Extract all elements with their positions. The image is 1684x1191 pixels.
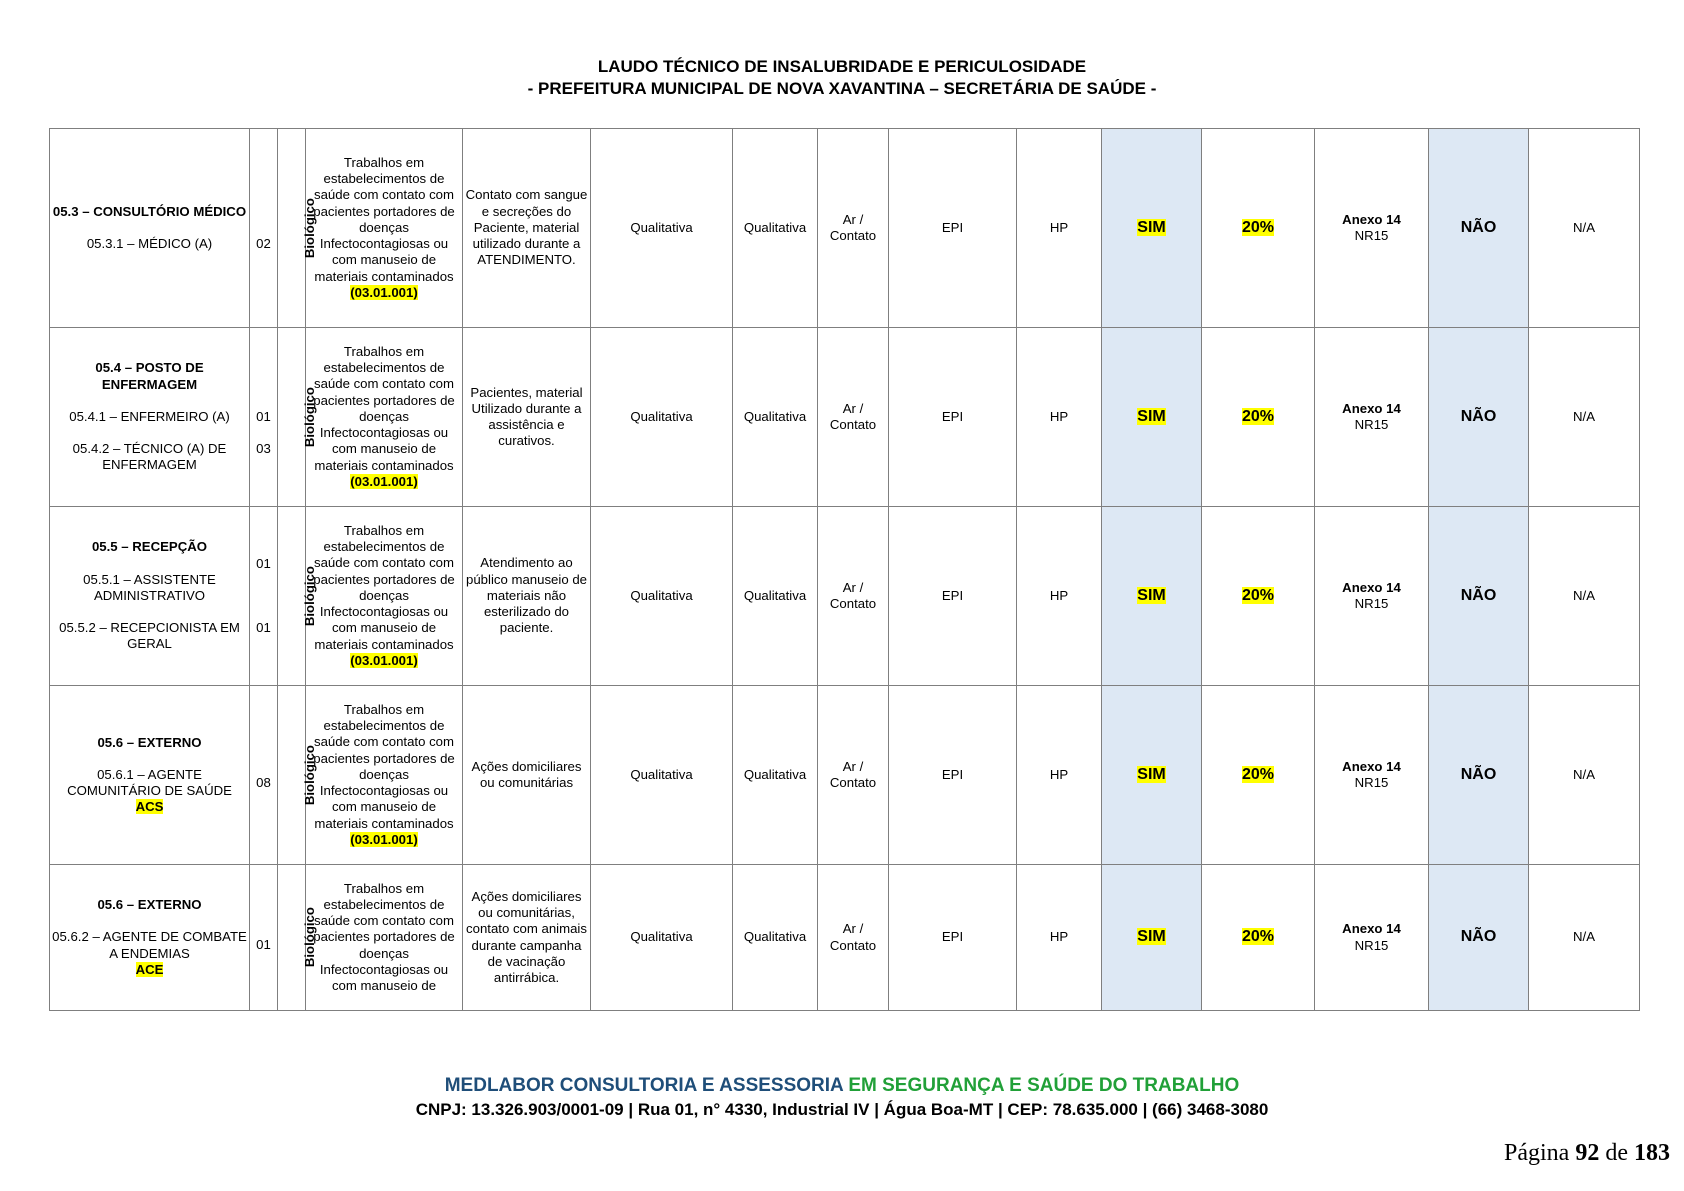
company-name-part2: EM SEGURANÇA E SAÚDE DO TRABALHO <box>848 1075 1240 1096</box>
degree-cell <box>1202 328 1315 507</box>
quantity-cell <box>250 865 278 1011</box>
epi-cell: EPI <box>889 686 1017 865</box>
quantity-value: 01 <box>256 620 271 635</box>
table-row <box>50 686 1640 865</box>
measurement-cell: Qualitativa <box>733 686 818 865</box>
route-cell: Ar / Contato <box>818 328 889 507</box>
page-separator: de <box>1605 1140 1628 1166</box>
assessment-cell: Qualitativa <box>591 328 733 507</box>
setor-title: 05.3 – CONSULTÓRIO MÉDICO <box>52 203 247 219</box>
norm-label: NR15 <box>1354 775 1389 790</box>
measurement-cell: Qualitativa <box>733 507 818 686</box>
measurement-cell: Qualitativa <box>733 328 818 507</box>
agent-cell <box>306 129 463 328</box>
measurement-cell: Qualitativa <box>733 129 818 328</box>
regulation-cell <box>1315 328 1429 507</box>
insalubrity-value: SIM <box>1137 928 1166 946</box>
route-cell: Ar / Contato <box>818 129 889 328</box>
page-label: Página <box>1504 1140 1570 1166</box>
risk-type-cell <box>278 129 317 328</box>
quantity-value: 03 <box>256 441 271 456</box>
quantity-value: 08 <box>256 774 271 790</box>
setor-title: 05.5 – RECEPÇÃO <box>91 539 208 555</box>
periculosity-value: NÃO <box>1460 407 1497 425</box>
setor-cell <box>50 686 250 865</box>
quantity-value: 01 <box>256 408 271 424</box>
cargo-label: 05.5.2 – RECEPCIONISTA EM GERAL <box>59 620 240 652</box>
insalubrity-value: SIM <box>1137 765 1166 783</box>
periculosity-cell <box>1429 129 1529 328</box>
table-row <box>50 865 1640 1011</box>
risk-type-cell <box>278 865 317 1011</box>
table-row <box>50 129 1640 328</box>
cargo-tag-badge: ACE <box>135 961 164 977</box>
company-name <box>0 1075 1684 1097</box>
degree-value: 20% <box>1241 586 1275 604</box>
degree-cell <box>1202 507 1315 686</box>
hp-cell: HP <box>1017 129 1102 328</box>
agent-text: Trabalhos em estabelecimentos de saúde com contato com pacientes portadores de doenças Infectocontagiosas ou com manuseio de materiais contaminados <box>313 344 455 473</box>
measurement-cell: Qualitativa <box>733 865 818 1011</box>
quantity-cell <box>250 507 278 686</box>
periculosity-cell <box>1429 328 1529 507</box>
assessment-cell: Qualitativa <box>591 865 733 1011</box>
risk-type-cell <box>278 507 317 686</box>
cargo-tag-badge: ACS <box>135 799 164 815</box>
cargo-label: 05.6.2 – AGENTE DE COMBATE A ENDEMIAS <box>52 929 247 961</box>
route-cell: Ar / Contato <box>818 865 889 1011</box>
agent-text: Trabalhos em estabelecimentos de saúde com contato com pacientes portadores de doenças Infectocontagiosas ou com manuseio de materiais contaminados <box>313 702 455 831</box>
setor-title: 05.6 – EXTERNO <box>97 734 202 750</box>
setor-cell <box>50 129 250 328</box>
agent-code-badge: (03.01.001) <box>350 831 418 847</box>
insalubrity-cell <box>1102 507 1202 686</box>
setor-title: 05.6 – EXTERNO <box>97 897 202 913</box>
annex-label: Anexo 14 <box>1342 921 1401 937</box>
degree-value: 20% <box>1241 765 1275 783</box>
epi-cell: EPI <box>889 129 1017 328</box>
agent-cell <box>306 507 463 686</box>
quantity-cell <box>250 686 278 865</box>
agent-text: Trabalhos em estabelecimentos de saúde com contato com pacientes portadores de doenças Infectocontagiosas ou com manuseio de materiais contaminados <box>313 155 455 284</box>
agent-code-badge: (03.01.001) <box>350 284 418 300</box>
annex-label: Anexo 14 <box>1342 758 1401 774</box>
agent-code-badge: (03.01.001) <box>350 652 418 668</box>
regulation-cell <box>1315 686 1429 865</box>
cargo-label: 05.5.1 – ASSISTENTE ADMINISTRATIVO <box>83 571 216 603</box>
source-cell: Ações domiciliares ou comunitárias, contato com animais durante campanha de vacinação antirrábica. <box>463 865 591 1011</box>
source-cell: Contato com sangue e secreções do Paciente, material utilizado durante a ATENDIMENTO. <box>463 129 591 328</box>
degree-cell <box>1202 129 1315 328</box>
hp-cell: HP <box>1017 328 1102 507</box>
setor-title: 05.4 – POSTO DE ENFERMAGEM <box>95 360 204 392</box>
cargo-label: 05.6.1 – AGENTE COMUNITÁRIO DE SAÚDE <box>67 766 232 798</box>
periculosity-cell <box>1429 865 1529 1011</box>
cargo-label: 05.4.1 – ENFERMEIRO (A) <box>69 408 230 424</box>
agent-text: Trabalhos em estabelecimentos de saúde com contato com pacientes portadores de doenças Infectocontagiosas ou com manuseio de <box>313 880 455 993</box>
risk-type-label: Biológico <box>301 386 317 448</box>
table-row <box>50 328 1640 507</box>
source-cell: Pacientes, material Utilizado durante a assistência e curativos. <box>463 328 591 507</box>
degree-cell <box>1202 686 1315 865</box>
risk-type-label: Biológico <box>301 907 317 968</box>
insalubrity-value: SIM <box>1137 586 1166 604</box>
risk-type-label: Biológico <box>301 197 317 259</box>
table-row <box>50 507 1640 686</box>
route-cell: Ar / Contato <box>818 686 889 865</box>
agent-text: Trabalhos em estabelecimentos de saúde com contato com pacientes portadores de doenças Infectocontagiosas ou com manuseio de materiais contaminados <box>313 523 455 652</box>
na-cell: N/A <box>1529 865 1640 1011</box>
annex-label: Anexo 14 <box>1342 211 1401 227</box>
hp-cell: HP <box>1017 686 1102 865</box>
quantity-cell <box>250 328 278 507</box>
hp-cell: HP <box>1017 507 1102 686</box>
hp-cell: HP <box>1017 865 1102 1011</box>
na-cell: N/A <box>1529 507 1640 686</box>
periculosity-value: NÃO <box>1460 928 1497 946</box>
insalubrity-cell <box>1102 686 1202 865</box>
periculosity-cell <box>1429 507 1529 686</box>
annex-label: Anexo 14 <box>1342 579 1401 595</box>
periculosity-cell <box>1429 686 1529 865</box>
insalubrity-cell <box>1102 328 1202 507</box>
page-total: 183 <box>1634 1140 1670 1166</box>
risk-table <box>49 128 1640 1011</box>
degree-value: 20% <box>1241 928 1275 946</box>
regulation-cell <box>1315 865 1429 1011</box>
regulation-cell <box>1315 507 1429 686</box>
risk-type-cell <box>278 328 317 507</box>
quantity-value: 01 <box>256 555 271 571</box>
insalubrity-value: SIM <box>1137 218 1166 236</box>
epi-cell: EPI <box>889 865 1017 1011</box>
source-cell: Ações domiciliares ou comunitárias <box>463 686 591 865</box>
setor-cell <box>50 865 250 1011</box>
source-cell: Atendimento ao público manuseio de materiais não esterilizado do paciente. <box>463 507 591 686</box>
norm-label: NR15 <box>1354 937 1389 953</box>
company-address: CNPJ: 13.326.903/0001-09 | Rua 01, n° 4330, Industrial IV | Água Boa-MT | CEP: 78.635.000 | (66) 3468-3080 <box>415 1100 1269 1119</box>
degree-cell <box>1202 865 1315 1011</box>
periculosity-value: NÃO <box>1460 218 1497 236</box>
insalubrity-value: SIM <box>1137 407 1166 425</box>
agent-code-badge: (03.01.001) <box>350 473 418 489</box>
degree-value: 20% <box>1241 218 1275 236</box>
risk-type-cell <box>278 686 317 865</box>
page-number <box>1390 1140 1670 1167</box>
norm-label: NR15 <box>1354 417 1389 432</box>
page-current: 92 <box>1575 1140 1600 1166</box>
agent-cell <box>306 865 463 1011</box>
regulation-cell <box>1315 129 1429 328</box>
setor-cell <box>50 507 250 686</box>
annex-label: Anexo 14 <box>1342 400 1401 416</box>
assessment-cell: Qualitativa <box>591 686 733 865</box>
assessment-cell: Qualitativa <box>591 129 733 328</box>
quantity-value: 01 <box>256 937 271 953</box>
route-cell: Ar / Contato <box>818 507 889 686</box>
document-title: LAUDO TÉCNICO DE INSALUBRIDADE E PERICULOSIDADE <box>597 57 1087 76</box>
degree-value: 20% <box>1241 407 1275 425</box>
assessment-cell: Qualitativa <box>591 507 733 686</box>
na-cell: N/A <box>1529 328 1640 507</box>
cargo-label: 05.3.1 – MÉDICO (A) <box>86 236 213 251</box>
epi-cell: EPI <box>889 507 1017 686</box>
na-cell: N/A <box>1529 129 1640 328</box>
risk-type-label: Biológico <box>301 565 317 627</box>
risk-type-label: Biológico <box>301 744 317 806</box>
insalubrity-cell <box>1102 129 1202 328</box>
company-name-part1: MEDLABOR CONSULTORIA E ASSESSORIA <box>444 1075 844 1096</box>
document-subtitle: - PREFEITURA MUNICIPAL DE NOVA XAVANTINA – SECRETÁRIA DE SAÚDE - <box>527 79 1157 98</box>
periculosity-value: NÃO <box>1460 586 1497 604</box>
na-cell: N/A <box>1529 686 1640 865</box>
agent-cell <box>306 328 463 507</box>
quantity-value: 02 <box>256 235 271 251</box>
cargo-label: 05.4.2 – TÉCNICO (A) DE ENFERMAGEM <box>72 441 227 473</box>
agent-cell <box>306 686 463 865</box>
setor-cell <box>50 328 250 507</box>
quantity-cell <box>250 129 278 328</box>
epi-cell: EPI <box>889 328 1017 507</box>
insalubrity-cell <box>1102 865 1202 1011</box>
norm-label: NR15 <box>1354 596 1389 611</box>
norm-label: NR15 <box>1354 228 1389 243</box>
periculosity-value: NÃO <box>1460 765 1497 783</box>
